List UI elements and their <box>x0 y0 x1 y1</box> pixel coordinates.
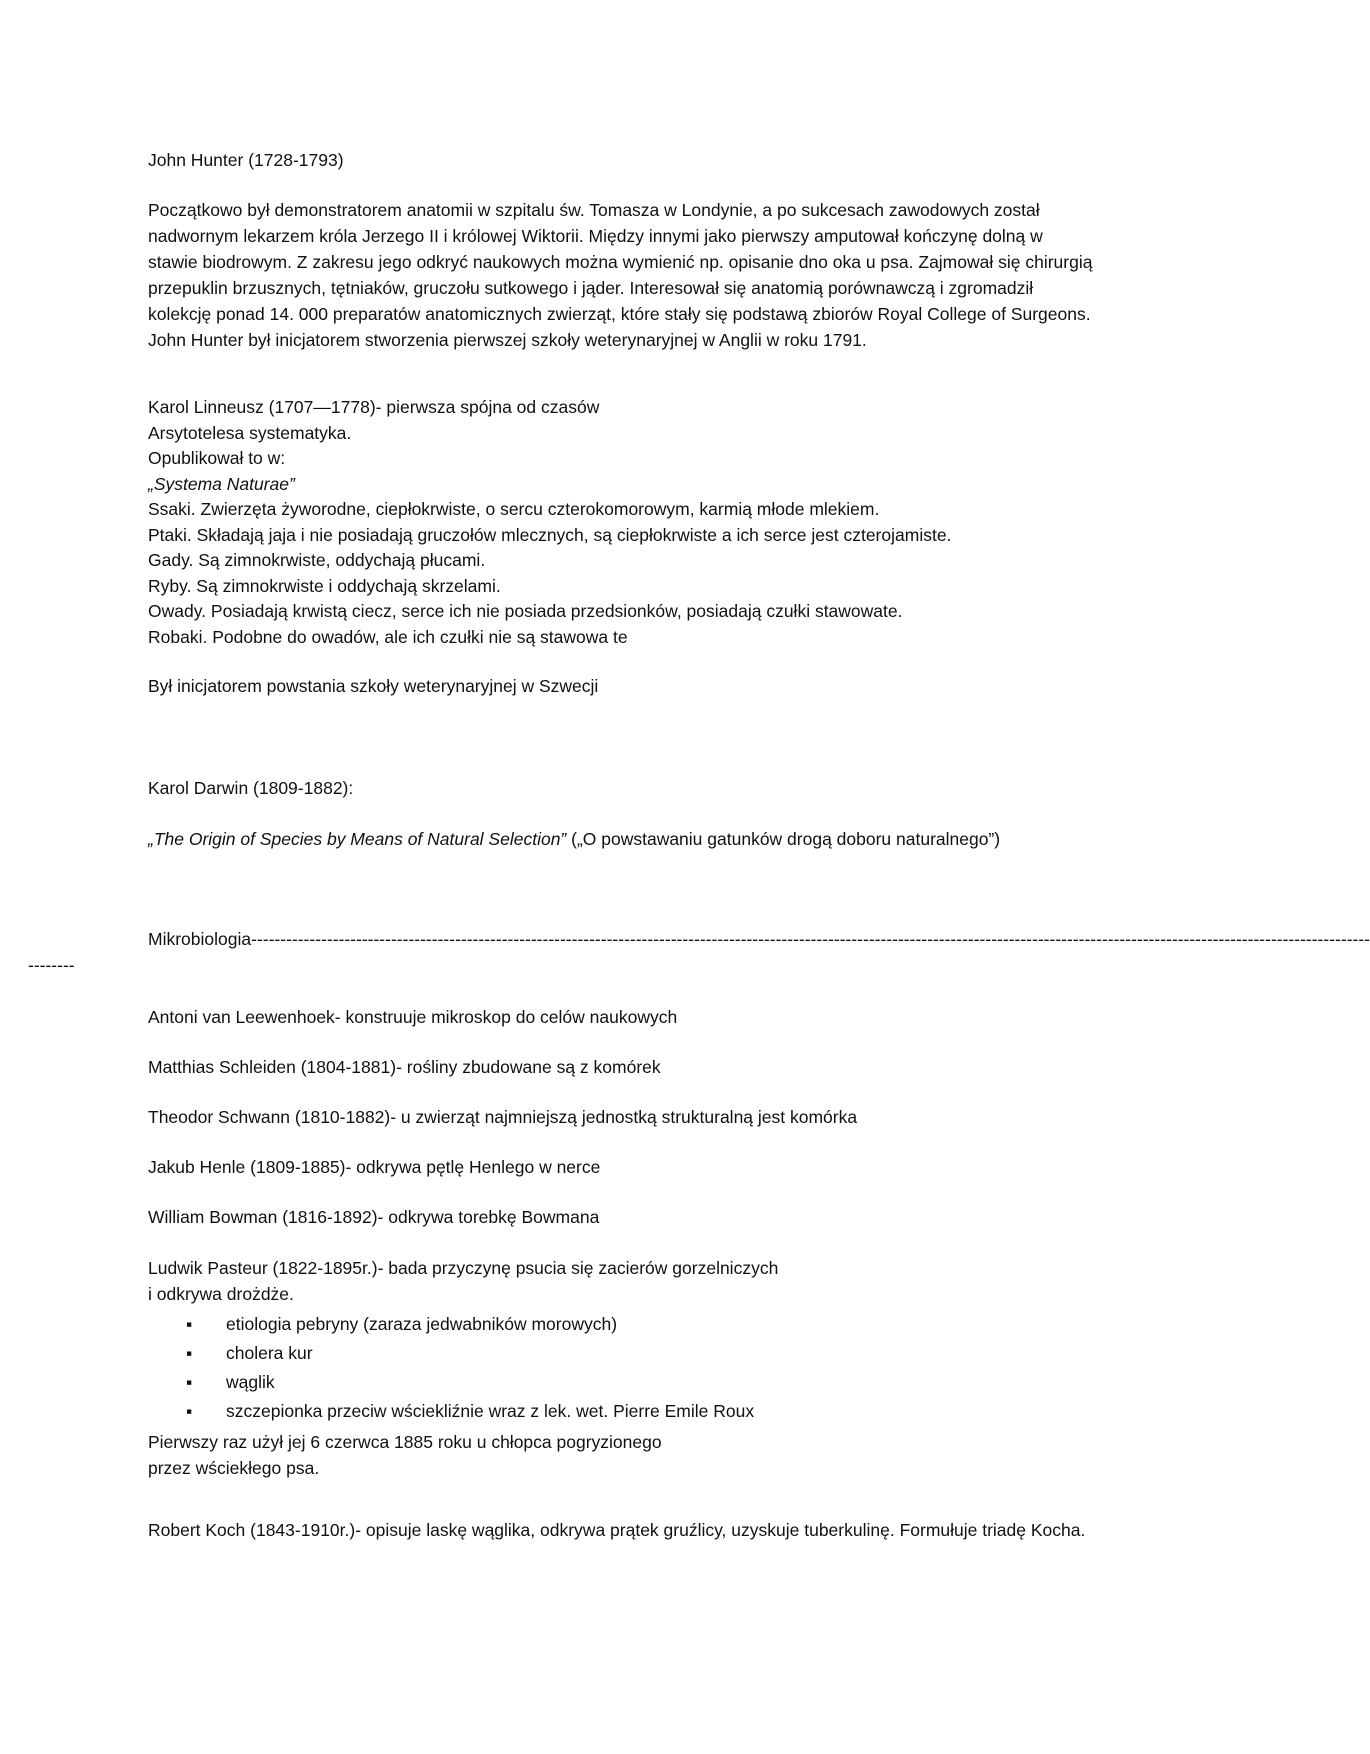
linneusz-intro: Karol Linneusz (1707—1778)- pierwsza spójna od czasów <box>148 397 600 417</box>
linneusz-school: Był inicjatorem powstania szkoły weterynaryjnej w Szwecji <box>148 676 599 696</box>
pasteur-line: Pierwszy raz użył jej 6 czerwca 1885 roku u chłopca pogryzionego <box>148 1432 662 1452</box>
mikro-entry-bowman: William Bowman (1816-1892)- odkrywa torebkę Bowmana <box>148 1207 600 1227</box>
paragraph-line: stawie biodrowym. Z zakresu jego odkryć naukowych można wymienić np. opisanie dno oka u psa. Zajmował się chirurgią <box>148 252 1093 272</box>
paragraph-line: przepuklin brzusznych, tętniaków, gruczołu sutkowego i jąder. Interesował się anatomią porównawczą i zgromadził <box>148 278 1034 298</box>
paragraph-line: John Hunter był inicjatorem stworzenia pierwszej szkoły weterynaryjnej w Anglii w roku 1791. <box>148 330 867 350</box>
hunter-heading: John Hunter (1728-1793) <box>148 150 344 170</box>
pasteur-line: i odkrywa drożdże. <box>148 1284 294 1304</box>
paragraph-line: Początkowo był demonstratorem anatomii w szpitalu św. Tomasza w Londynie, a po sukcesach zawodowych został <box>148 200 1040 220</box>
classification-item: Robaki. Podobne do owadów, ale ich czułki nie są stawowa te <box>148 626 628 647</box>
darwin-work-title: „The Origin of Species by Means of Natural Selection” <box>148 829 567 849</box>
paragraph-line: kolekcję ponad 14. 000 preparatów anatomicznych zwierząt, które stały się podstawą zbiorów Royal College of Surgeons. <box>148 304 1091 324</box>
darwin-work-translation: („O powstawaniu gatunków drogą doboru naturalnego”) <box>566 829 1001 849</box>
paragraph-line: nadwornym lekarzem króla Jerzego II i królowej Wiktorii. Między innymi jako pierwszy amputował kończynę dolną w <box>148 226 1043 246</box>
square-bullet-icon: ▪ <box>186 1372 193 1392</box>
list-item: ▪ cholera kur <box>148 1339 754 1368</box>
linneusz-intro: Opublikował to w: <box>148 448 286 468</box>
pasteur-after <box>148 1429 662 1481</box>
mikro-entry-leewenhoek: Antoni van Leewenhoek- konstruuje mikroskop do celów naukowych <box>148 1007 678 1027</box>
mikro-entry-schwann: Theodor Schwann (1810-1882)- u zwierząt najmniejszą jednostką strukturalną jest komórka <box>148 1107 858 1127</box>
mikro-entry-henle: Jakub Henle (1809-1885)- odkrywa pętlę Henlego w nerce <box>148 1157 601 1177</box>
hunter-paragraph <box>148 197 1092 353</box>
pasteur-bullet-list <box>148 1310 754 1426</box>
darwin-heading: Karol Darwin (1809-1882): <box>148 778 354 798</box>
linneusz-section <box>148 395 951 650</box>
mikrobiologia-heading: Mikrobiologia------------------------------------------------------------------------------------------------------------------------------------------------------------------------------------------------ <box>148 929 1370 949</box>
classification-item: Gady. Są zimnokrwiste, oddychają płucami. <box>148 550 486 570</box>
linneusz-intro: Arsytotelesa systematyka. <box>148 422 352 443</box>
square-bullet-icon: ▪ <box>186 1401 193 1421</box>
classification-item: Owady. Posiadają krwistą ciecz, serce ich nie posiada przedsionków, posiadają czułki stawowate. <box>148 601 903 621</box>
list-item: ▪ etiologia pebryny (zaraza jedwabników morowych) <box>148 1310 754 1339</box>
classification-item: Ryby. Są zimnokrwiste i oddychają skrzelami. <box>148 575 501 596</box>
list-item: ▪ szczepionka przeciw wściekliźnie wraz z lek. wet. Pierre Emile Roux <box>148 1397 754 1426</box>
pasteur-section <box>148 1255 778 1307</box>
classification-item: Ptaki. Składają jaja i nie posiadają gruczołów mlecznych, są ciepłokrwiste a ich serce jest czterojamiste. <box>148 524 952 545</box>
pasteur-line: przez wściekłego psa. <box>148 1458 320 1478</box>
list-item: ▪ wąglik <box>148 1368 754 1397</box>
mikro-entry-schleiden: Matthias Schleiden (1804-1881)- rośliny zbudowane są z komórek <box>148 1057 661 1077</box>
stray-dashes: -------- <box>28 955 75 975</box>
classification-item: Ssaki. Zwierzęta żyworodne, ciepłokrwiste, o sercu czterokomorowym, karmią młode mlekiem. <box>148 499 880 519</box>
darwin-work <box>148 826 1000 852</box>
square-bullet-icon: ▪ <box>186 1343 193 1363</box>
pasteur-line: Ludwik Pasteur (1822-1895r.)- bada przyczynę psucia się zacierów gorzelniczych <box>148 1258 779 1278</box>
koch-entry: Robert Koch (1843-1910r.)- opisuje laskę wąglika, odkrywa prątek gruźlicy, uzyskuje tuberkulinę. Formułuje triadę Kocha. <box>148 1520 1086 1540</box>
linneusz-work-title: „Systema Naturae” <box>148 473 295 494</box>
square-bullet-icon: ▪ <box>186 1314 193 1334</box>
